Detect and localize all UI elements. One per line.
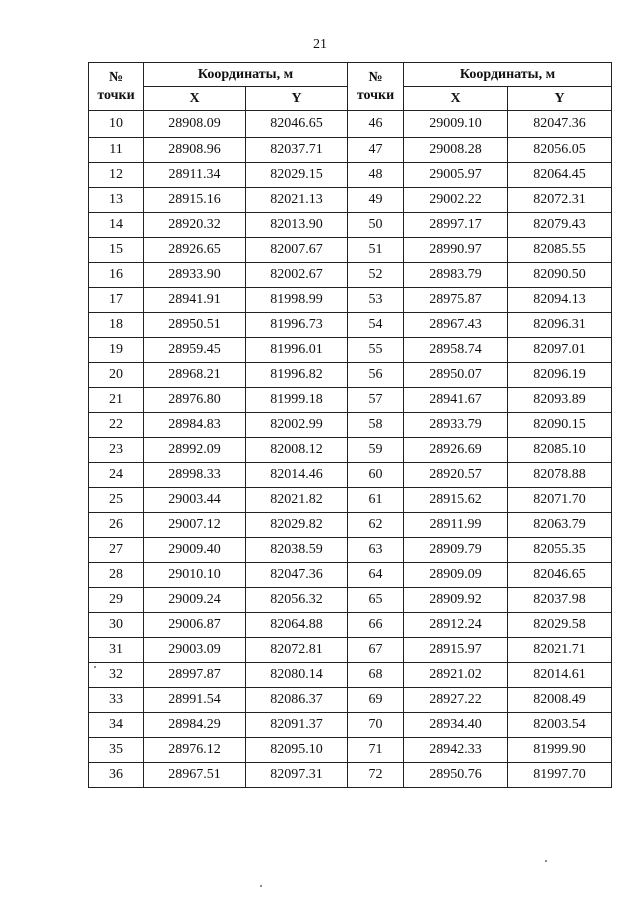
x-value-cell: 28911.34: [144, 163, 246, 188]
x-value-cell: 28976.80: [144, 388, 246, 413]
point-number-cell: 72: [348, 763, 404, 788]
point-number-cell: 29: [89, 588, 144, 613]
y-value-cell: 81996.01: [246, 338, 348, 363]
x-value-cell: 28950.51: [144, 313, 246, 338]
point-number-cell: 70: [348, 713, 404, 738]
point-number-cell: 55: [348, 338, 404, 363]
table-row: [89, 238, 612, 263]
table-row: [89, 613, 612, 638]
table-header: [89, 63, 612, 111]
y-value-cell: 82029.82: [246, 513, 348, 538]
y-value-cell: 82072.31: [508, 188, 612, 213]
x-value-cell: 29002.22: [404, 188, 508, 213]
x-value-cell: 28950.07: [404, 363, 508, 388]
y-value-cell: 82079.43: [508, 213, 612, 238]
point-number-cell: 10: [89, 111, 144, 138]
x-value-cell: 29006.87: [144, 613, 246, 638]
point-number-cell: 14: [89, 213, 144, 238]
x-value-cell: 28908.96: [144, 138, 246, 163]
y-value-cell: 82090.50: [508, 263, 612, 288]
table-row: [89, 738, 612, 763]
x-value-cell: 28975.87: [404, 288, 508, 313]
y-value-cell: 82014.61: [508, 663, 612, 688]
x-value-cell: 28992.09: [144, 438, 246, 463]
x-header-right: X: [404, 87, 508, 111]
y-value-cell: 82085.10: [508, 438, 612, 463]
point-number-cell: 30: [89, 613, 144, 638]
y-value-cell: 82046.65: [508, 563, 612, 588]
point-number-cell: 67: [348, 638, 404, 663]
point-number-word: точки: [97, 87, 135, 103]
table-row: [89, 313, 612, 338]
y-value-cell: 82056.32: [246, 588, 348, 613]
point-number-cell: 24: [89, 463, 144, 488]
x-value-cell: 29005.97: [404, 163, 508, 188]
point-number-cell: 52: [348, 263, 404, 288]
y-value-cell: 82029.58: [508, 613, 612, 638]
point-number-cell: 68: [348, 663, 404, 688]
y-header-right: Y: [508, 87, 612, 111]
point-number-cell: 51: [348, 238, 404, 263]
point-number-cell: 61: [348, 488, 404, 513]
y-value-cell: 82090.15: [508, 413, 612, 438]
x-header-left: X: [144, 87, 246, 111]
y-value-cell: 82086.37: [246, 688, 348, 713]
point-number-cell: 33: [89, 688, 144, 713]
y-value-cell: 82071.70: [508, 488, 612, 513]
x-value-cell: 29009.24: [144, 588, 246, 613]
y-value-cell: 82021.82: [246, 488, 348, 513]
y-value-cell: 82085.55: [508, 238, 612, 263]
y-value-cell: 82078.88: [508, 463, 612, 488]
point-number-cell: 36: [89, 763, 144, 788]
x-value-cell: 28909.09: [404, 563, 508, 588]
x-value-cell: 28991.54: [144, 688, 246, 713]
table-row: [89, 138, 612, 163]
y-value-cell: 82002.67: [246, 263, 348, 288]
point-number-cell: 16: [89, 263, 144, 288]
x-value-cell: 28983.79: [404, 263, 508, 288]
point-number-cell: 47: [348, 138, 404, 163]
y-value-cell: 82097.31: [246, 763, 348, 788]
y-header-left: Y: [246, 87, 348, 111]
scan-speck: [94, 666, 96, 668]
point-number-cell: 58: [348, 413, 404, 438]
point-number-cell: 28: [89, 563, 144, 588]
point-number-cell: 49: [348, 188, 404, 213]
x-value-cell: 29003.44: [144, 488, 246, 513]
x-value-cell: 28984.83: [144, 413, 246, 438]
y-value-cell: 82056.05: [508, 138, 612, 163]
y-value-cell: 82002.99: [246, 413, 348, 438]
point-number-header-left: [89, 63, 144, 111]
point-number-cell: 18: [89, 313, 144, 338]
table-row: [89, 388, 612, 413]
x-value-cell: 28968.21: [144, 363, 246, 388]
point-number-cell: 20: [89, 363, 144, 388]
table-row: [89, 463, 612, 488]
point-number-cell: 27: [89, 538, 144, 563]
y-value-cell: 81996.73: [246, 313, 348, 338]
table-row: [89, 588, 612, 613]
x-value-cell: 28909.79: [404, 538, 508, 563]
x-value-cell: 28942.33: [404, 738, 508, 763]
x-value-cell: 28920.57: [404, 463, 508, 488]
y-value-cell: 82047.36: [508, 111, 612, 138]
point-number-cell: 12: [89, 163, 144, 188]
x-value-cell: 28912.24: [404, 613, 508, 638]
point-number-cell: 50: [348, 213, 404, 238]
y-value-cell: 82094.13: [508, 288, 612, 313]
scan-speck: [260, 885, 262, 887]
table-row: [89, 438, 612, 463]
y-value-cell: 82037.71: [246, 138, 348, 163]
y-value-cell: 82096.31: [508, 313, 612, 338]
point-number-cell: 19: [89, 338, 144, 363]
y-value-cell: 82014.46: [246, 463, 348, 488]
point-number-cell: 69: [348, 688, 404, 713]
y-value-cell: 82037.98: [508, 588, 612, 613]
point-number-cell: 35: [89, 738, 144, 763]
point-number-cell: 26: [89, 513, 144, 538]
x-value-cell: 28990.97: [404, 238, 508, 263]
x-value-cell: 29009.10: [404, 111, 508, 138]
point-number-cell: 22: [89, 413, 144, 438]
y-value-cell: 82097.01: [508, 338, 612, 363]
coordinates-header-right: Координаты, м: [404, 63, 612, 87]
x-value-cell: 28976.12: [144, 738, 246, 763]
point-number-cell: 11: [89, 138, 144, 163]
x-value-cell: 28915.16: [144, 188, 246, 213]
point-number-cell: 59: [348, 438, 404, 463]
y-value-cell: 81999.90: [508, 738, 612, 763]
table-row: [89, 713, 612, 738]
table-row: [89, 363, 612, 388]
y-value-cell: 82063.79: [508, 513, 612, 538]
point-number-cell: 25: [89, 488, 144, 513]
point-number-cell: 21: [89, 388, 144, 413]
y-value-cell: 81998.99: [246, 288, 348, 313]
x-value-cell: 28967.43: [404, 313, 508, 338]
x-value-cell: 28908.09: [144, 111, 246, 138]
y-value-cell: 82093.89: [508, 388, 612, 413]
y-value-cell: 82046.65: [246, 111, 348, 138]
point-number-cell: 71: [348, 738, 404, 763]
point-number-cell: 66: [348, 613, 404, 638]
x-value-cell: 28959.45: [144, 338, 246, 363]
y-value-cell: 82021.13: [246, 188, 348, 213]
table-row: [89, 163, 612, 188]
x-value-cell: 28915.97: [404, 638, 508, 663]
point-number-cell: 34: [89, 713, 144, 738]
x-value-cell: 28941.67: [404, 388, 508, 413]
table-row: [89, 111, 612, 138]
y-value-cell: 82064.45: [508, 163, 612, 188]
y-value-cell: 82072.81: [246, 638, 348, 663]
point-number-cell: 63: [348, 538, 404, 563]
table-row: [89, 263, 612, 288]
x-value-cell: 29009.40: [144, 538, 246, 563]
point-number-cell: 65: [348, 588, 404, 613]
point-number-cell: 62: [348, 513, 404, 538]
point-number-symbol: №: [368, 69, 383, 85]
y-value-cell: 82055.35: [508, 538, 612, 563]
point-number-cell: 31: [89, 638, 144, 663]
coordinates-table: [88, 62, 612, 788]
table-row: [89, 638, 612, 663]
point-number-symbol: №: [108, 69, 124, 85]
x-value-cell: 29003.09: [144, 638, 246, 663]
x-value-cell: 28933.79: [404, 413, 508, 438]
y-value-cell: 82096.19: [508, 363, 612, 388]
point-number-cell: 23: [89, 438, 144, 463]
point-number-cell: 46: [348, 111, 404, 138]
table-row: [89, 288, 612, 313]
table-row: [89, 413, 612, 438]
page-number: 21: [313, 37, 327, 52]
table-row: [89, 663, 612, 688]
table-row: [89, 488, 612, 513]
point-number-cell: 53: [348, 288, 404, 313]
point-number-cell: 48: [348, 163, 404, 188]
point-number-cell: 32: [89, 663, 144, 688]
x-value-cell: 28984.29: [144, 713, 246, 738]
table-row: [89, 763, 612, 788]
point-number-cell: 60: [348, 463, 404, 488]
y-value-cell: 82029.15: [246, 163, 348, 188]
x-value-cell: 28911.99: [404, 513, 508, 538]
point-number-cell: 15: [89, 238, 144, 263]
scan-speck: [545, 860, 547, 862]
x-value-cell: 28920.32: [144, 213, 246, 238]
point-number-cell: 56: [348, 363, 404, 388]
y-value-cell: 82080.14: [246, 663, 348, 688]
y-value-cell: 81996.82: [246, 363, 348, 388]
x-value-cell: 28909.92: [404, 588, 508, 613]
table-row: [89, 688, 612, 713]
y-value-cell: 82008.12: [246, 438, 348, 463]
y-value-cell: 81997.70: [508, 763, 612, 788]
x-value-cell: 28941.91: [144, 288, 246, 313]
point-number-cell: 57: [348, 388, 404, 413]
point-number-cell: 54: [348, 313, 404, 338]
x-value-cell: 28926.69: [404, 438, 508, 463]
y-value-cell: 82013.90: [246, 213, 348, 238]
x-value-cell: 28997.17: [404, 213, 508, 238]
y-value-cell: 82003.54: [508, 713, 612, 738]
y-value-cell: 82091.37: [246, 713, 348, 738]
table-row: [89, 213, 612, 238]
y-value-cell: 82064.88: [246, 613, 348, 638]
x-value-cell: 28926.65: [144, 238, 246, 263]
x-value-cell: 28998.33: [144, 463, 246, 488]
x-value-cell: 28921.02: [404, 663, 508, 688]
point-number-cell: 13: [89, 188, 144, 213]
table-body: [89, 111, 612, 788]
y-value-cell: 82038.59: [246, 538, 348, 563]
coordinates-header-left: Координаты, м: [144, 63, 348, 87]
x-value-cell: 28933.90: [144, 263, 246, 288]
x-value-cell: 28958.74: [404, 338, 508, 363]
x-value-cell: 29010.10: [144, 563, 246, 588]
y-value-cell: 82047.36: [246, 563, 348, 588]
point-number-cell: 17: [89, 288, 144, 313]
point-number-word: точки: [356, 87, 395, 103]
x-value-cell: 28997.87: [144, 663, 246, 688]
point-number-cell: 64: [348, 563, 404, 588]
x-value-cell: 28915.62: [404, 488, 508, 513]
x-value-cell: 28950.76: [404, 763, 508, 788]
y-value-cell: 81999.18: [246, 388, 348, 413]
table-row: [89, 513, 612, 538]
y-value-cell: 82021.71: [508, 638, 612, 663]
table-row: [89, 538, 612, 563]
point-number-header-right: [348, 63, 404, 111]
table-row: [89, 188, 612, 213]
x-value-cell: 29008.28: [404, 138, 508, 163]
y-value-cell: 82007.67: [246, 238, 348, 263]
y-value-cell: 82095.10: [246, 738, 348, 763]
x-value-cell: 28967.51: [144, 763, 246, 788]
x-value-cell: 29007.12: [144, 513, 246, 538]
x-value-cell: 28934.40: [404, 713, 508, 738]
x-value-cell: 28927.22: [404, 688, 508, 713]
table-row: [89, 338, 612, 363]
table-row: [89, 563, 612, 588]
y-value-cell: 82008.49: [508, 688, 612, 713]
